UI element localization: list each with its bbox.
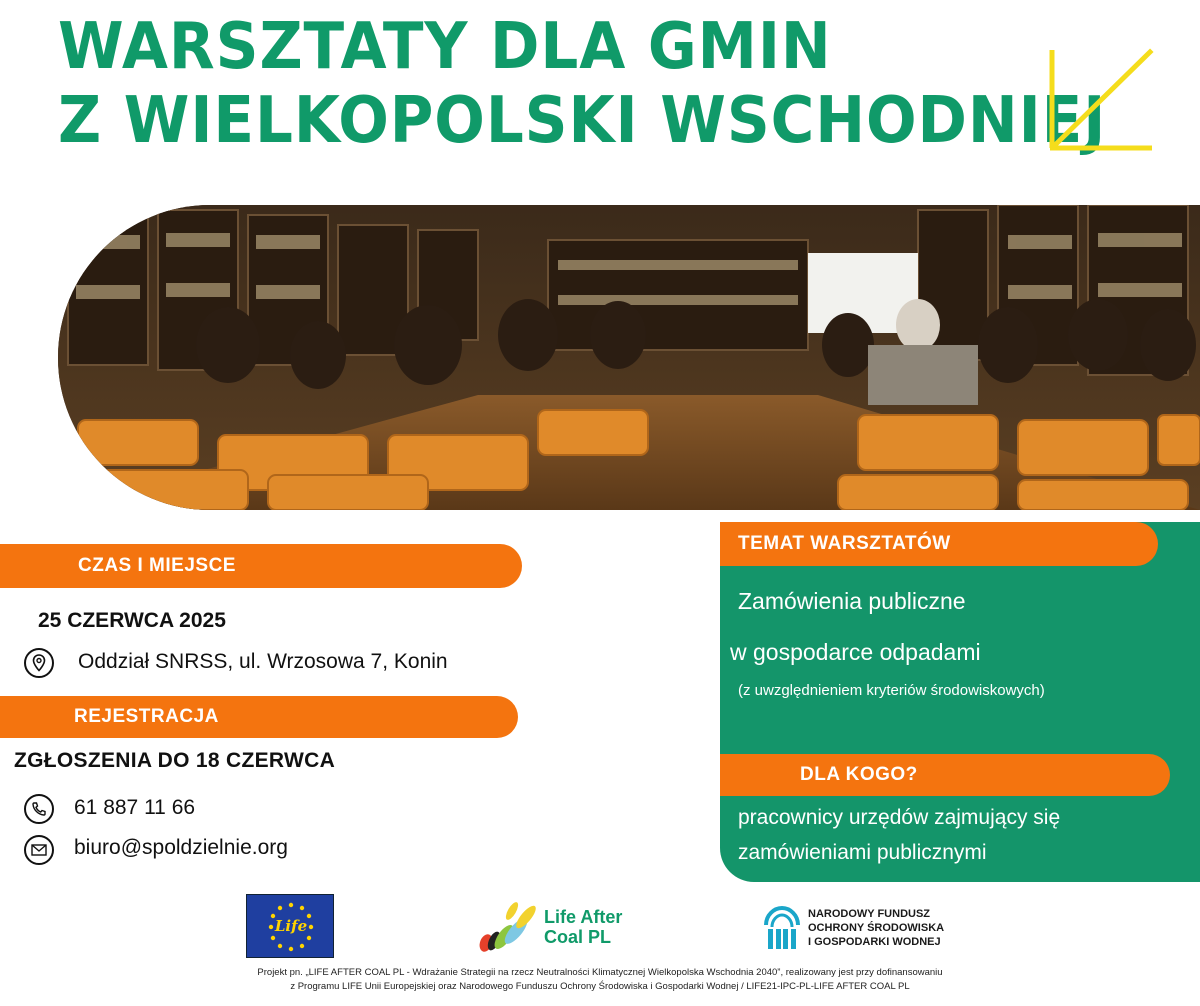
topic-panel	[720, 522, 1200, 882]
email-address[interactable]: biuro@spoldzielnie.org	[74, 836, 288, 859]
registration-header-label: REJESTRACJA	[74, 706, 219, 727]
logos-bar	[0, 893, 1200, 963]
life-after-coal-logo	[476, 897, 656, 957]
nfosigw-line-3: I GOSPODARKI WODNEJ	[808, 936, 941, 948]
lecture-hall-photo	[58, 205, 1200, 510]
event-date: 25 CZERWCA 2025	[38, 609, 226, 632]
audience-line-2: zamówieniami publicznymi	[738, 841, 987, 864]
audience-header-label: DLA KOGO?	[800, 764, 918, 785]
phone-number[interactable]: 61 887 11 66	[74, 796, 196, 819]
when-where-header-label: CZAS I MIEJSCE	[78, 555, 236, 576]
audience-header	[720, 754, 1170, 796]
arrow-down-left-icon	[1040, 40, 1160, 160]
title-line-1: WARSZTATY DLA GMIN	[58, 10, 832, 84]
topic-note: (z uwzględnieniem kryteriów środowiskowych)	[738, 682, 1045, 699]
map-pin-icon	[24, 648, 54, 678]
topic-header-label: TEMAT WARSZTATÓW	[738, 533, 951, 554]
life-after-coal-line-1: Life After	[544, 907, 623, 927]
registration-deadline: ZGŁOSZENIA DO 18 CZERWCA	[14, 749, 336, 772]
nfosigw-logo	[762, 905, 982, 957]
topic-line-1: Zamówienia publiczne	[738, 588, 966, 614]
topic-header	[720, 522, 1158, 566]
nfosigw-line-1: NARODOWY FUNDUSZ	[808, 908, 931, 920]
envelope-icon	[24, 835, 54, 865]
life-after-coal-line-2: Coal PL	[544, 927, 612, 947]
event-location: Oddział SNRSS, ul. Wrzosowa 7, Konin	[78, 650, 448, 673]
nfosigw-emblem-icon	[762, 905, 802, 951]
footer-line-2: z Programu LIFE Unii Europejskiej oraz Narodowego Funduszu Ochrony Środowiska i Gospodarki Wodnej / LIFE21-IPC-PL-LIFE AFTER COAL PL	[290, 981, 910, 992]
leaves-icon	[476, 897, 538, 955]
eu-life-text: Life	[274, 917, 308, 935]
nfosigw-line-2: OCHRONY ŚRODOWISKA	[808, 922, 945, 934]
phone-icon	[24, 794, 54, 824]
audience-line-1: pracownicy urzędów zajmujący się	[738, 806, 1061, 829]
topic-line-2: w gospodarce odpadami	[730, 639, 981, 665]
eu-life-logo	[246, 894, 334, 958]
funding-footer	[0, 966, 1200, 994]
title-line-2: Z WIELKOPOLSKI WSCHODNIEJ	[58, 84, 1107, 158]
when-where-header	[0, 544, 522, 588]
footer-line-1: Projekt pn. „LIFE AFTER COAL PL - Wdrażanie Strategii na rzecz Neutralności Klimatycznej Wielkopolska Wschodnia 2040”, realizowany jest przy dofinansowaniu	[257, 967, 943, 978]
page-title	[58, 10, 1107, 158]
registration-header	[0, 696, 518, 738]
